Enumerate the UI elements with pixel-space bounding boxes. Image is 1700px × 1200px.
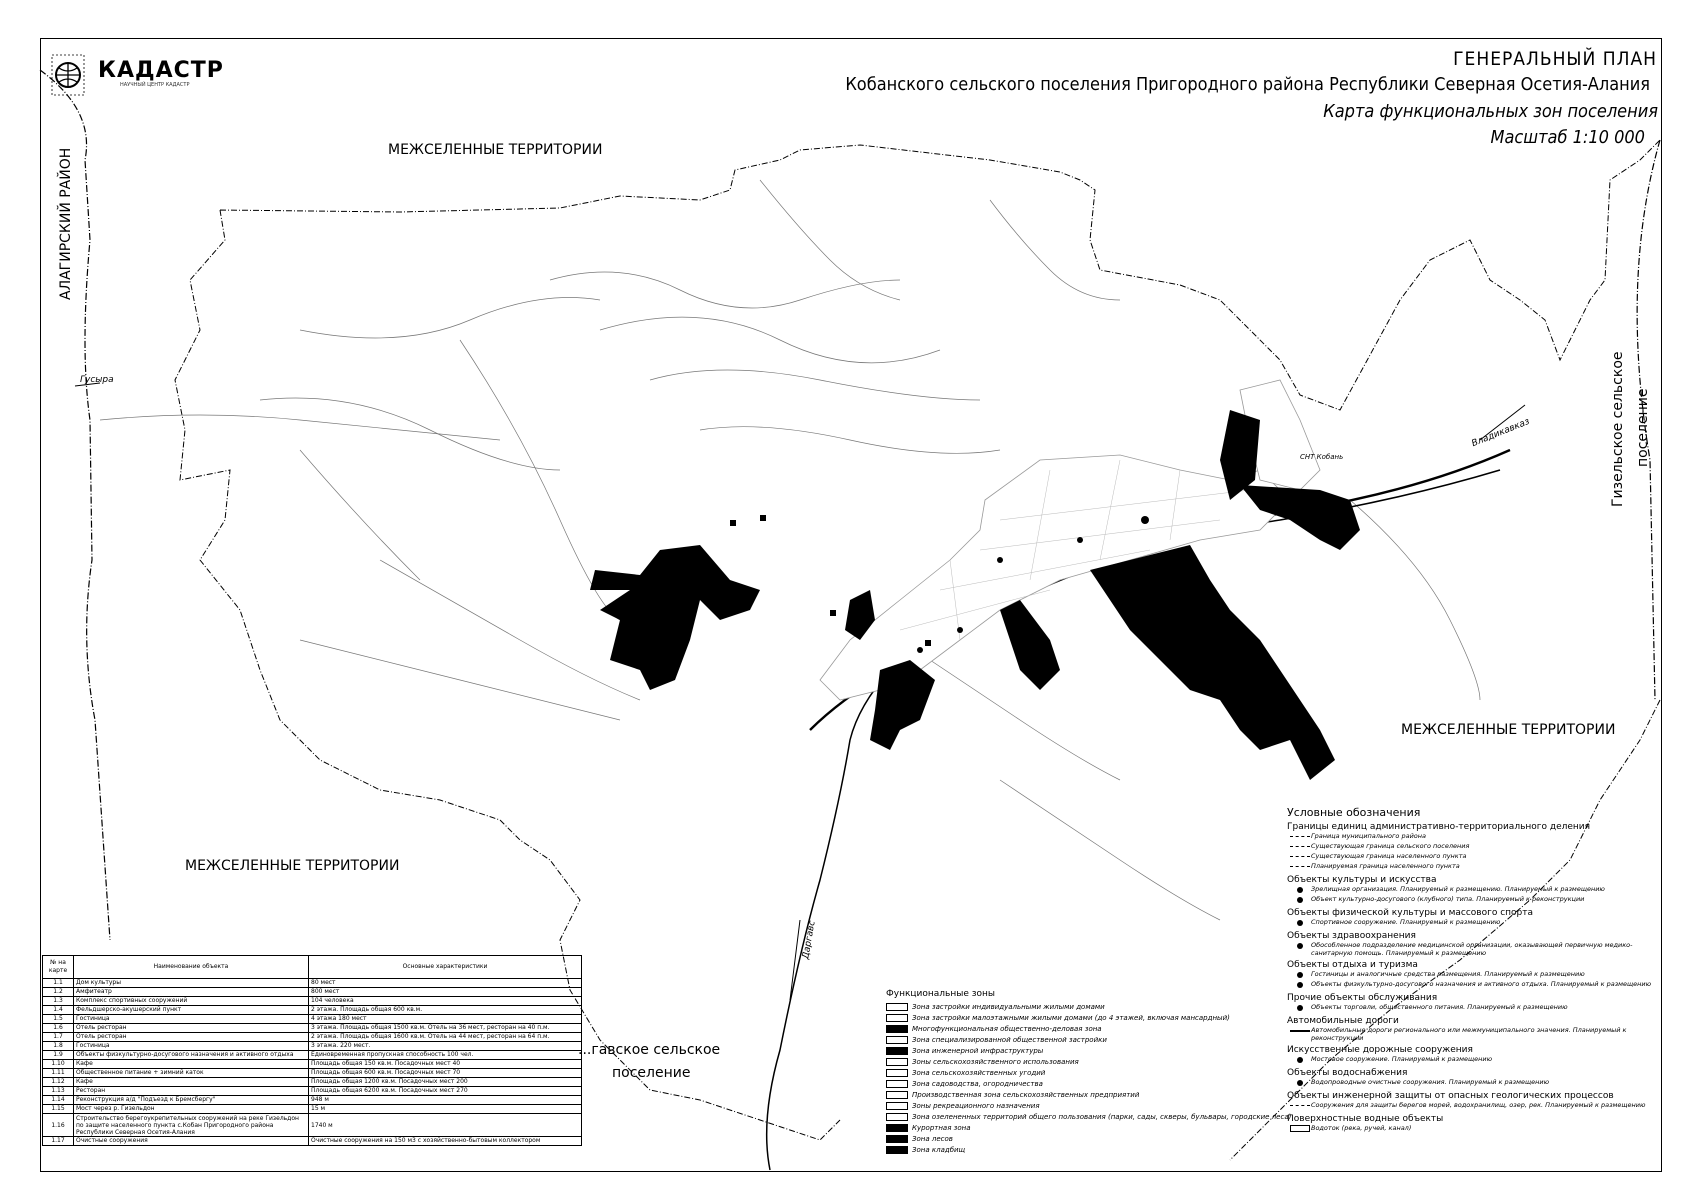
legend-item <box>1289 918 1667 928</box>
table-cell-desc: 1740 м <box>309 1114 582 1137</box>
zone-label: Зона сельскохозяйственных угодий <box>912 1068 1046 1077</box>
table-cell-name: Мост через р. Гизельдон <box>74 1105 309 1114</box>
label-inter-settlement-east: МЕЖСЕЛЕННЫЕ ТЕРРИТОРИИ <box>1401 722 1616 738</box>
table-cell-name: Амфитеатр <box>74 988 309 997</box>
boundary-line-icon <box>1289 1101 1311 1110</box>
objects-table <box>42 955 582 1146</box>
table-cell-num: 1.17 <box>43 1137 74 1146</box>
zone-legend-item <box>886 1100 1326 1111</box>
zone-legend-item <box>886 1012 1326 1023</box>
table-header-row <box>43 956 582 979</box>
road-label-gusyra: Гусыра <box>80 375 114 385</box>
table-row <box>43 1042 582 1051</box>
table-cell-name: Ресторан <box>74 1087 309 1096</box>
plan-title: ГЕНЕРАЛЬНЫЙ ПЛАН <box>1453 48 1657 70</box>
table-cell-desc: 80 мест <box>309 979 582 988</box>
zone-label: Зона кладбищ <box>912 1145 966 1154</box>
zone-legend-item <box>886 1111 1326 1122</box>
table-cell-desc: Площадь общая 600 кв.м. Посадочных мест 70 <box>309 1069 582 1078</box>
map-name: Карта функциональных зон поселения <box>1323 101 1658 122</box>
table-cell-name: Фельдшерско-акушерский пункт <box>74 1006 309 1015</box>
plan-subtitle: Кобанского сельского поселения Пригородного района Республики Северная Осетия-Алания <box>845 74 1650 95</box>
point-symbol-icon <box>1289 941 1311 950</box>
road-label-dargavs: Даргавс <box>801 920 818 960</box>
table-cell-desc: 104 человека <box>309 997 582 1006</box>
table-cell-name: Комплекс спортивных сооружений <box>74 997 309 1006</box>
table-cell-name: Кафе <box>74 1060 309 1069</box>
legend-item-label: Граница муниципального района <box>1311 832 1426 840</box>
boundary-line-icon <box>1289 862 1311 871</box>
table-cell-desc: 2 этажа. Площадь общая 600 кв.м. <box>309 1006 582 1015</box>
label-gizel-settlement-1: Гизельское сельское <box>1610 351 1626 507</box>
legend-item-label: Мостовое сооружение. Планируемый к размещению <box>1311 1055 1493 1063</box>
point-symbol-icon <box>1289 980 1311 989</box>
legend-item <box>1289 970 1667 980</box>
zone-legend-item <box>886 1001 1326 1012</box>
label-south-settlement-1: ...гавское сельское <box>578 1042 721 1058</box>
zone-swatch <box>886 1102 908 1110</box>
zone-legend-item <box>886 1144 1326 1155</box>
legend-item <box>1289 842 1667 852</box>
zone-label: Зоны сельскохозяйственного использования <box>912 1057 1079 1066</box>
road-label-vladikavkaz: Владикавказ <box>1470 416 1532 450</box>
legend-item-label: Спортивное сооружение. Планируемый к размещению <box>1311 918 1501 926</box>
table-row <box>43 1087 582 1096</box>
table-cell-desc: 2 этажа. Площадь общая 1600 кв.м. Отель на 44 мест, ресторан на 64 п.м. <box>309 1033 582 1042</box>
legend-item <box>1289 895 1667 905</box>
legend-item <box>1289 1124 1667 1134</box>
table-cell-desc: Площадь общая 150 кв.м. Посадочных мест 40 <box>309 1060 582 1069</box>
zone-label: Зона озелененных территорий общего пользования (парки, сады, скверы, бульвары, городские леса) <box>912 1112 1292 1121</box>
zone-legend-item <box>886 1122 1326 1133</box>
table-row <box>43 1006 582 1015</box>
table-row <box>43 1060 582 1069</box>
legend-item-label: Объекты физкультурно-досугового назначения и активного отдыха. Планируемый к размещению <box>1311 980 1652 988</box>
legend-item <box>1289 832 1667 842</box>
point-symbol-icon <box>1289 918 1311 927</box>
legend-group-heading: Объекты здравоохранения <box>1287 931 1416 941</box>
logo-tagline: НАУЧНЫЙ ЦЕНТР КАДАСТР <box>120 82 190 88</box>
zone-label: Курортная зона <box>912 1123 971 1132</box>
conventional-legend <box>1287 806 1667 1134</box>
table-cell-desc: 15 м <box>309 1105 582 1114</box>
legend-item-label: Автомобильные дороги регионального или межмуниципального значения. Планируемый к реконструкции <box>1311 1026 1627 1042</box>
table-cell-desc: 800 мест <box>309 988 582 997</box>
legend-item-label: Существующая граница сельского поселения <box>1311 842 1470 850</box>
table-cell-num: 1.4 <box>43 1006 74 1015</box>
zone-swatch <box>886 1091 908 1099</box>
zone-label: Производственная зона сельскохозяйственных предприятий <box>912 1090 1140 1099</box>
table-row <box>43 1033 582 1042</box>
table-cell-name: Кафе <box>74 1078 309 1087</box>
legend-item <box>1289 941 1667 957</box>
col-desc: Основные характеристики <box>309 956 582 979</box>
label-inter-settlement-north: МЕЖСЕЛЕННЫЕ ТЕРРИТОРИИ <box>388 142 603 158</box>
terrain-contours <box>100 180 1480 920</box>
legend-item <box>1289 1055 1667 1065</box>
table-cell-num: 1.8 <box>43 1042 74 1051</box>
legend-group-heading: Объекты культуры и искусства <box>1287 875 1437 885</box>
zone-label: Многофункциональная общественно-деловая зона <box>912 1024 1102 1033</box>
zone-legend-item <box>886 1034 1326 1045</box>
table-cell-num: 1.10 <box>43 1060 74 1069</box>
legend-item-label: Объекты торговли, общественного питания. Планируемый к размещению <box>1311 1003 1568 1011</box>
zone-swatch <box>886 1146 908 1154</box>
table-cell-name: Отель ресторан <box>74 1024 309 1033</box>
legend-group-heading: Объекты физической культуры и массового спорта <box>1287 908 1534 918</box>
table-cell-num: 1.2 <box>43 988 74 997</box>
table-cell-desc: 4 этажа 180 мест <box>309 1015 582 1024</box>
label-south-settlement-2: поселение <box>612 1065 691 1081</box>
table-cell-name: Гостиница <box>74 1015 309 1024</box>
table-row <box>43 988 582 997</box>
table-row <box>43 1114 582 1137</box>
zone-swatch <box>886 1058 908 1066</box>
zone-legend-item <box>886 1078 1326 1089</box>
table-cell-desc: Площадь общая 1200 кв.м. Посадочных мест 200 <box>309 1078 582 1087</box>
table-cell-num: 1.1 <box>43 979 74 988</box>
table-cell-name: Общественное питание + зимний каток <box>74 1069 309 1078</box>
legend-title: Условные обозначения <box>1287 806 1421 819</box>
legend-group-heading: Границы единиц административно-территориального деления <box>1287 822 1591 832</box>
legend-group-heading: Искусственные дорожные сооружения <box>1287 1045 1473 1055</box>
zone-label: Зона застройки индивидуальными жилыми домами <box>912 1002 1105 1011</box>
legend-item-label: Обособленное подразделение медицинской организации, оказывающей первичную медико-санитарную помощь. Планируемый к размещению <box>1311 941 1633 957</box>
table-cell-num: 1.9 <box>43 1051 74 1060</box>
boundary-line-icon <box>1289 842 1311 851</box>
table-cell-num: 1.7 <box>43 1033 74 1042</box>
legend-group-heading: Поверхностные водные объекты <box>1287 1114 1444 1124</box>
table-cell-num: 1.13 <box>43 1087 74 1096</box>
table-cell-desc: Очистные сооружения на 150 м3 с хозяйственно-бытовым коллектором <box>309 1137 582 1146</box>
label-alagir-district: АЛАГИРСКИЙ РАЙОН <box>58 147 74 300</box>
zone-legend-item <box>886 1133 1326 1144</box>
table-row <box>43 979 582 988</box>
label-gizel-settlement-2: поселение <box>1635 388 1651 467</box>
functional-zones-legend <box>886 989 1326 1155</box>
zone-swatch <box>886 1080 908 1088</box>
table-cell-num: 1.16 <box>43 1114 74 1137</box>
table-cell-num: 1.6 <box>43 1024 74 1033</box>
legend-item <box>1289 1003 1667 1013</box>
zone-swatch <box>886 1014 908 1022</box>
zone-label: Зона застройки малоэтажными жилыми домами (до 4 этажей, включая мансардный) <box>912 1013 1230 1022</box>
legend-item-label: Гостиницы и аналогичные средства размещения. Планируемый к размещению <box>1311 970 1585 978</box>
zone-label: Зона лесов <box>912 1134 953 1143</box>
zone-legend-item <box>886 1067 1326 1078</box>
table-cell-num: 1.5 <box>43 1015 74 1024</box>
zone-legend-item <box>886 1023 1326 1034</box>
zone-legend-item <box>886 1045 1326 1056</box>
legend-item <box>1289 980 1667 990</box>
zone-swatch <box>886 1036 908 1044</box>
legend-group-heading: Автомобильные дороги <box>1287 1016 1399 1026</box>
logo-name: КАДАСТР <box>98 58 224 83</box>
table-cell-name: Отель ресторан <box>74 1033 309 1042</box>
table-cell-num: 1.15 <box>43 1105 74 1114</box>
table-cell-num: 1.14 <box>43 1096 74 1105</box>
zone-label: Зоны рекреационного назначения <box>912 1101 1040 1110</box>
zone-swatch <box>886 1069 908 1077</box>
road-to-dargavs <box>790 920 800 1000</box>
table-cell-desc: Единовременная пропускная способность 100 чел. <box>309 1051 582 1060</box>
point-symbol-icon <box>1289 885 1311 894</box>
table-row <box>43 1015 582 1024</box>
table-cell-num: 1.3 <box>43 997 74 1006</box>
legend-group-heading: Объекты водоснабжения <box>1287 1068 1408 1078</box>
zone-label: Зона садоводства, огородничества <box>912 1079 1043 1088</box>
legend-item-label: Объект культурно-досугового (клубного) типа. Планируемый к реконструкции <box>1311 895 1585 903</box>
table-cell-num: 1.12 <box>43 1078 74 1087</box>
table-cell-name: Строительство берегоукрепительных сооружений на реке Гизельдон по защите населенного пункта с.Кобан Пригородного района Республики Северная Осетия-Алания <box>74 1114 309 1137</box>
water-area-icon <box>1289 1124 1311 1133</box>
zone-swatch <box>886 1124 908 1132</box>
table-row <box>43 1105 582 1114</box>
label-inter-settlement-southwest: МЕЖСЕЛЕННЫЕ ТЕРРИТОРИИ <box>185 858 400 874</box>
table-cell-desc: 3 этажа. 220 мест. <box>309 1042 582 1051</box>
zone-swatch <box>886 1047 908 1055</box>
table-row <box>43 997 582 1006</box>
zone-swatch <box>886 1003 908 1011</box>
point-symbol-icon <box>1289 1003 1311 1012</box>
col-name: Наименование объекта <box>74 956 309 979</box>
legend-item-label: Водопроводные очистные сооружения. Планируемый к размещению <box>1311 1078 1550 1086</box>
legend-item-label: Планируемая граница населенного пункта <box>1311 862 1460 870</box>
zone-legend-item <box>886 1089 1326 1100</box>
legend-item <box>1289 885 1667 895</box>
point-symbol-icon <box>1289 1078 1311 1087</box>
zone-swatch <box>886 1135 908 1143</box>
table-cell-desc: 948 м <box>309 1096 582 1105</box>
legend-group-heading: Объекты отдыха и туризма <box>1287 960 1418 970</box>
road-label-snt: СНТ Кобань <box>1300 453 1344 461</box>
col-num: № на карте <box>43 956 74 979</box>
table-row <box>43 1078 582 1087</box>
table-row <box>43 1069 582 1078</box>
legend-item <box>1289 1101 1667 1111</box>
legend-item <box>1289 1078 1667 1088</box>
table-cell-name: Гостиница <box>74 1042 309 1051</box>
legend-item-label: Водоток (река, ручей, канал) <box>1311 1124 1412 1132</box>
table-cell-name: Реконструкция а/д "Подъезд к Бремсбергу" <box>74 1096 309 1105</box>
table-cell-desc: 3 этажа. Площадь общая 1500 кв.м. Отель на 36 мест, ресторан на 40 п.м. <box>309 1024 582 1033</box>
point-symbol-icon <box>1289 895 1311 904</box>
zone-label: Зона инженерной инфраструктуры <box>912 1046 1044 1055</box>
zone-label: Зона специализированной общественной застройки <box>912 1035 1107 1044</box>
legend-group-heading: Прочие объекты обслуживания <box>1287 993 1438 1003</box>
point-symbol-icon <box>1289 970 1311 979</box>
table-cell-name: Объекты физкультурно-досугового назначения и активного отдыха <box>74 1051 309 1060</box>
table-row <box>43 1137 582 1146</box>
point-symbol-icon <box>1289 1055 1311 1064</box>
legend-group-heading: Объекты инженерной защиты от опасных геологических процессов <box>1287 1091 1614 1101</box>
legend-item-label: Зрелищная организация. Планируемый к размещению. Планируемый к размещению <box>1311 885 1605 893</box>
map-scale: Масштаб 1:10 000 <box>1490 127 1645 148</box>
zone-swatch <box>886 1113 908 1121</box>
legend-item <box>1289 852 1667 862</box>
legend-item-label: Сооружения для защиты берегов морей, водохранилищ, озер, рек. Планируемый к размещению <box>1311 1101 1646 1109</box>
table-row <box>43 1096 582 1105</box>
table-row <box>43 1024 582 1033</box>
functional-zones-title: Функциональные зоны <box>886 989 996 999</box>
table-cell-name: Очистные сооружения <box>74 1137 309 1146</box>
boundary-line-icon <box>1289 852 1311 861</box>
zone-legend-item <box>886 1056 1326 1067</box>
zone-swatch <box>886 1025 908 1033</box>
table-cell-num: 1.11 <box>43 1069 74 1078</box>
legend-item-label: Существующая граница населенного пункта <box>1311 852 1467 860</box>
table-row <box>43 1051 582 1060</box>
legend-item <box>1289 862 1667 872</box>
legend-item <box>1289 1026 1667 1042</box>
boundary-line-icon <box>1289 832 1311 841</box>
table-cell-name: Дом культуры <box>74 979 309 988</box>
table-cell-desc: Площадь общая 6200 кв.м. Посадочных мест 270 <box>309 1087 582 1096</box>
road-line-icon <box>1289 1026 1311 1035</box>
